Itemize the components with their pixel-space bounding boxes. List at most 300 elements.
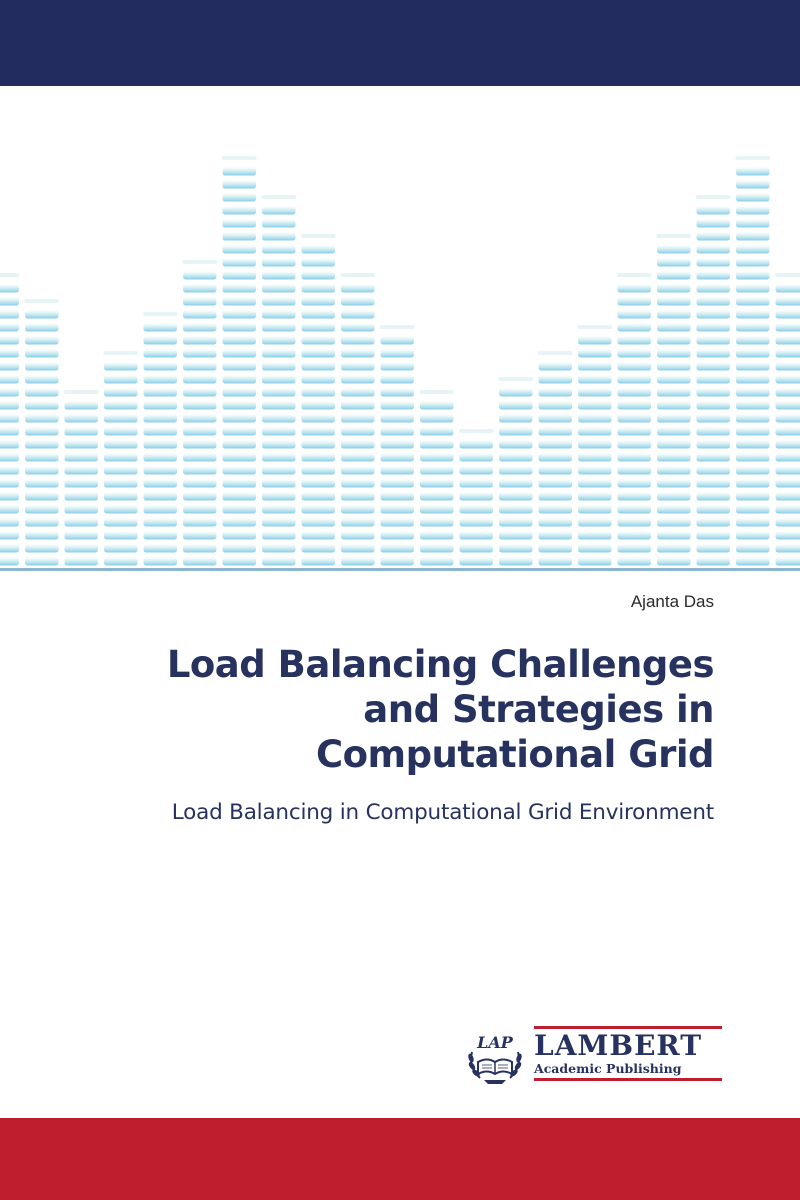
equalizer-segment bbox=[222, 349, 257, 358]
equalizer-segment bbox=[775, 297, 800, 306]
equalizer-segment bbox=[0, 375, 20, 384]
equalizer-segment bbox=[222, 440, 257, 449]
equalizer-segment bbox=[538, 479, 573, 488]
equalizer-segment bbox=[222, 219, 257, 228]
equalizer-segment bbox=[25, 310, 60, 319]
equalizer-segment bbox=[104, 388, 139, 397]
equalizer-cap bbox=[64, 390, 99, 394]
equalizer-segment bbox=[578, 336, 613, 345]
equalizer-segment bbox=[301, 453, 336, 462]
equalizer-bar bbox=[538, 351, 573, 566]
equalizer-segment bbox=[0, 544, 20, 553]
equalizer-segment bbox=[0, 557, 20, 566]
equalizer-segment bbox=[183, 505, 218, 514]
equalizer-segment bbox=[301, 271, 336, 280]
equalizer-cap bbox=[25, 299, 60, 303]
equalizer-segment bbox=[262, 375, 297, 384]
equalizer-segment bbox=[143, 375, 178, 384]
equalizer-segment bbox=[222, 375, 257, 384]
equalizer-bar bbox=[459, 429, 494, 566]
equalizer-cap bbox=[736, 156, 771, 160]
publisher-rule-bottom bbox=[534, 1078, 722, 1081]
equalizer-segment bbox=[617, 440, 652, 449]
equalizer-segment bbox=[696, 427, 731, 436]
equalizer-segment bbox=[222, 414, 257, 423]
equalizer-segment bbox=[578, 544, 613, 553]
equalizer-segment bbox=[696, 271, 731, 280]
equalizer-segment bbox=[775, 557, 800, 566]
equalizer-segment bbox=[380, 414, 415, 423]
equalizer-segment bbox=[301, 440, 336, 449]
equalizer-segment bbox=[143, 414, 178, 423]
equalizer-baseline bbox=[0, 568, 800, 571]
equalizer-segment bbox=[64, 557, 99, 566]
equalizer-segment bbox=[736, 167, 771, 176]
equalizer-cap bbox=[183, 260, 218, 264]
equalizer-segment bbox=[64, 427, 99, 436]
equalizer-segment bbox=[64, 414, 99, 423]
equalizer-segment bbox=[222, 388, 257, 397]
equalizer-segment bbox=[420, 518, 455, 527]
equalizer-segment bbox=[617, 349, 652, 358]
equalizer-segment bbox=[538, 544, 573, 553]
equalizer-segment bbox=[420, 427, 455, 436]
equalizer-segment bbox=[380, 557, 415, 566]
equalizer-bar bbox=[222, 156, 257, 566]
equalizer-segment bbox=[696, 479, 731, 488]
equalizer-segment bbox=[183, 284, 218, 293]
equalizer-bar bbox=[64, 390, 99, 566]
equalizer-segment bbox=[736, 505, 771, 514]
equalizer-segment bbox=[538, 388, 573, 397]
equalizer-segment bbox=[341, 388, 376, 397]
equalizer-segment bbox=[617, 518, 652, 527]
equalizer-segment bbox=[775, 518, 800, 527]
equalizer-segment bbox=[222, 336, 257, 345]
equalizer-segment bbox=[775, 479, 800, 488]
equalizer-segment bbox=[538, 531, 573, 540]
equalizer-segment bbox=[0, 492, 20, 501]
equalizer-cap bbox=[578, 325, 613, 329]
equalizer-segment bbox=[183, 310, 218, 319]
equalizer-segment bbox=[262, 505, 297, 514]
equalizer-segment bbox=[696, 362, 731, 371]
equalizer-segment bbox=[262, 323, 297, 332]
equalizer-segment bbox=[499, 414, 534, 423]
equalizer-bar bbox=[696, 195, 731, 566]
equalizer-bar bbox=[578, 325, 613, 566]
equalizer-segment bbox=[736, 206, 771, 215]
equalizer-segment bbox=[25, 557, 60, 566]
equalizer-segment bbox=[183, 336, 218, 345]
equalizer-segment bbox=[183, 544, 218, 553]
equalizer-segment bbox=[104, 531, 139, 540]
equalizer-segment bbox=[262, 518, 297, 527]
equalizer-segment bbox=[657, 505, 692, 514]
equalizer-segment bbox=[696, 336, 731, 345]
equalizer-segment bbox=[736, 245, 771, 254]
equalizer-segment bbox=[775, 349, 800, 358]
equalizer-segment bbox=[696, 284, 731, 293]
equalizer-bar bbox=[775, 273, 800, 566]
equalizer-segment bbox=[143, 427, 178, 436]
equalizer-segment bbox=[736, 310, 771, 319]
equalizer-segment bbox=[301, 310, 336, 319]
lap-emblem-text: LAP bbox=[477, 1033, 513, 1052]
equalizer-segment bbox=[696, 401, 731, 410]
equalizer-cap bbox=[617, 273, 652, 277]
equalizer-segment bbox=[341, 427, 376, 436]
equalizer-segment bbox=[380, 375, 415, 384]
author-name: Ajanta Das bbox=[630, 592, 714, 611]
equalizer-segment bbox=[222, 557, 257, 566]
equalizer-segment bbox=[499, 453, 534, 462]
equalizer-segment bbox=[696, 388, 731, 397]
equalizer-segment bbox=[262, 479, 297, 488]
equalizer-segment bbox=[657, 362, 692, 371]
equalizer-segment bbox=[222, 531, 257, 540]
equalizer-segment bbox=[183, 375, 218, 384]
equalizer-segment bbox=[696, 557, 731, 566]
equalizer-segment bbox=[775, 362, 800, 371]
equalizer-bar bbox=[736, 156, 771, 566]
equalizer-segment bbox=[617, 557, 652, 566]
equalizer-segment bbox=[380, 518, 415, 527]
equalizer-bar bbox=[341, 273, 376, 566]
equalizer-segment bbox=[617, 323, 652, 332]
bottom-color-band bbox=[0, 1118, 800, 1200]
equalizer-segment bbox=[183, 362, 218, 371]
equalizer-segment bbox=[25, 518, 60, 527]
equalizer-segment bbox=[657, 284, 692, 293]
equalizer-segment bbox=[736, 362, 771, 371]
equalizer-segment bbox=[578, 362, 613, 371]
equalizer-segment bbox=[657, 440, 692, 449]
equalizer-segment bbox=[143, 453, 178, 462]
equalizer-segment bbox=[301, 323, 336, 332]
equalizer-segment bbox=[222, 206, 257, 215]
equalizer-segment bbox=[183, 323, 218, 332]
equalizer-segment bbox=[143, 544, 178, 553]
equalizer-segment bbox=[459, 492, 494, 501]
equalizer-segment bbox=[617, 414, 652, 423]
equalizer-segment bbox=[262, 206, 297, 215]
equalizer-segment bbox=[617, 492, 652, 501]
equalizer-segment bbox=[262, 388, 297, 397]
equalizer-segment bbox=[657, 323, 692, 332]
equalizer-segment bbox=[775, 466, 800, 475]
equalizer-segment bbox=[341, 414, 376, 423]
equalizer-segment bbox=[64, 531, 99, 540]
equalizer-segment bbox=[301, 401, 336, 410]
equalizer-segment bbox=[420, 557, 455, 566]
equalizer-segment bbox=[222, 544, 257, 553]
equalizer-segment bbox=[775, 440, 800, 449]
equalizer-segment bbox=[538, 557, 573, 566]
equalizer-segment bbox=[617, 336, 652, 345]
equalizer-segment bbox=[143, 466, 178, 475]
equalizer-segment bbox=[578, 349, 613, 358]
equalizer-bar bbox=[104, 351, 139, 566]
equalizer-segment bbox=[301, 505, 336, 514]
equalizer-segment bbox=[775, 388, 800, 397]
equalizer-segment bbox=[262, 427, 297, 436]
equalizer-segment bbox=[696, 414, 731, 423]
equalizer-bar bbox=[420, 390, 455, 566]
equalizer-segment bbox=[222, 401, 257, 410]
equalizer-segment bbox=[341, 401, 376, 410]
equalizer-segment bbox=[25, 479, 60, 488]
equalizer-segment bbox=[775, 505, 800, 514]
equalizer-segment bbox=[736, 349, 771, 358]
equalizer-segment bbox=[143, 401, 178, 410]
equalizer-segment bbox=[143, 492, 178, 501]
equalizer-segment bbox=[736, 271, 771, 280]
equalizer-segment bbox=[578, 518, 613, 527]
equalizer-bar bbox=[499, 377, 534, 566]
equalizer-segment bbox=[301, 284, 336, 293]
equalizer-segment bbox=[420, 414, 455, 423]
book-title-line-2: and Strategies in bbox=[363, 688, 714, 731]
equalizer-segment bbox=[736, 518, 771, 527]
equalizer-segment bbox=[341, 557, 376, 566]
book-title-line-1: Load Balancing Challenges bbox=[166, 643, 714, 686]
equalizer-segment bbox=[736, 375, 771, 384]
equalizer-segment bbox=[538, 427, 573, 436]
equalizer-segment bbox=[262, 297, 297, 306]
equalizer-segment bbox=[499, 388, 534, 397]
equalizer-segment bbox=[380, 388, 415, 397]
equalizer-segment bbox=[736, 544, 771, 553]
equalizer-segment bbox=[0, 505, 20, 514]
equalizer-segment bbox=[696, 505, 731, 514]
equalizer-segment bbox=[736, 453, 771, 462]
equalizer-segment bbox=[459, 440, 494, 449]
equalizer-segment bbox=[380, 440, 415, 449]
equalizer-cap bbox=[538, 351, 573, 355]
equalizer-segment bbox=[380, 453, 415, 462]
equalizer-segment bbox=[380, 531, 415, 540]
equalizer-segment bbox=[262, 414, 297, 423]
equalizer-segment bbox=[341, 453, 376, 462]
equalizer-segment bbox=[420, 440, 455, 449]
equalizer-segment bbox=[380, 544, 415, 553]
equalizer-segment bbox=[262, 557, 297, 566]
equalizer-segment bbox=[420, 479, 455, 488]
equalizer-cap bbox=[459, 429, 494, 433]
equalizer-bar bbox=[657, 234, 692, 566]
equalizer-segment bbox=[64, 479, 99, 488]
equalizer-segment bbox=[538, 492, 573, 501]
equalizer-segment bbox=[341, 518, 376, 527]
equalizer-segment bbox=[301, 518, 336, 527]
equalizer-segment bbox=[420, 453, 455, 462]
equalizer-segment bbox=[617, 362, 652, 371]
equalizer-segment bbox=[222, 479, 257, 488]
equalizer-segment bbox=[143, 336, 178, 345]
equalizer-segment bbox=[25, 349, 60, 358]
equalizer-segment bbox=[499, 427, 534, 436]
equalizer-segment bbox=[538, 440, 573, 449]
equalizer-bar bbox=[380, 325, 415, 566]
equalizer-segment bbox=[341, 362, 376, 371]
equalizer-segment bbox=[222, 466, 257, 475]
equalizer-segment bbox=[775, 414, 800, 423]
equalizer-segment bbox=[657, 466, 692, 475]
equalizer-segment bbox=[341, 375, 376, 384]
equalizer-segment bbox=[578, 375, 613, 384]
equalizer-segment bbox=[736, 401, 771, 410]
equalizer-segment bbox=[696, 531, 731, 540]
equalizer-segment bbox=[420, 531, 455, 540]
equalizer-segment bbox=[262, 453, 297, 462]
equalizer-segment bbox=[736, 479, 771, 488]
equalizer-segment bbox=[104, 375, 139, 384]
publisher-logo bbox=[462, 1022, 724, 1088]
equalizer-segment bbox=[459, 557, 494, 566]
equalizer-segment bbox=[222, 453, 257, 462]
equalizer-segment bbox=[64, 492, 99, 501]
equalizer-segment bbox=[657, 492, 692, 501]
equalizer-cap bbox=[696, 195, 731, 199]
equalizer-graphic bbox=[0, 86, 800, 572]
equalizer-segment bbox=[143, 518, 178, 527]
equalizer-segment bbox=[775, 310, 800, 319]
equalizer-segment bbox=[222, 297, 257, 306]
equalizer-segment bbox=[499, 479, 534, 488]
equalizer-segment bbox=[578, 427, 613, 436]
equalizer-segment bbox=[301, 388, 336, 397]
equalizer-segment bbox=[0, 466, 20, 475]
equalizer-segment bbox=[262, 219, 297, 228]
equalizer-segment bbox=[25, 375, 60, 384]
equalizer-segment bbox=[380, 505, 415, 514]
equalizer-segment bbox=[183, 401, 218, 410]
equalizer-segment bbox=[380, 466, 415, 475]
equalizer-segment bbox=[538, 375, 573, 384]
equalizer-segment bbox=[341, 336, 376, 345]
equalizer-segment bbox=[25, 440, 60, 449]
equalizer-segment bbox=[222, 492, 257, 501]
equalizer-segment bbox=[25, 544, 60, 553]
equalizer-segment bbox=[64, 466, 99, 475]
equalizer-segment bbox=[420, 401, 455, 410]
equalizer-segment bbox=[657, 479, 692, 488]
equalizer-segment bbox=[262, 401, 297, 410]
equalizer-segment bbox=[657, 336, 692, 345]
equalizer-segment bbox=[301, 466, 336, 475]
equalizer-segment bbox=[696, 323, 731, 332]
equalizer-segment bbox=[538, 466, 573, 475]
equalizer-segment bbox=[696, 219, 731, 228]
equalizer-segment bbox=[657, 388, 692, 397]
equalizer-segment bbox=[25, 362, 60, 371]
equalizer-segment bbox=[222, 362, 257, 371]
equalizer-segment bbox=[183, 349, 218, 358]
top-color-band bbox=[0, 0, 800, 86]
equalizer-segment bbox=[736, 388, 771, 397]
equalizer-segment bbox=[104, 427, 139, 436]
equalizer-segment bbox=[25, 323, 60, 332]
equalizer-cap bbox=[775, 273, 800, 277]
equalizer-segment bbox=[696, 453, 731, 462]
equalizer-bar bbox=[301, 234, 336, 566]
equalizer-segment bbox=[538, 414, 573, 423]
equalizer-segment bbox=[104, 453, 139, 462]
equalizer-segment bbox=[0, 336, 20, 345]
equalizer-segment bbox=[25, 505, 60, 514]
equalizer-bars-svg bbox=[0, 86, 800, 572]
equalizer-segment bbox=[499, 440, 534, 449]
equalizer-segment bbox=[25, 401, 60, 410]
equalizer-segment bbox=[657, 349, 692, 358]
equalizer-segment bbox=[222, 245, 257, 254]
equalizer-segment bbox=[341, 466, 376, 475]
equalizer-segment bbox=[262, 310, 297, 319]
equalizer-segment bbox=[578, 492, 613, 501]
equalizer-segment bbox=[420, 466, 455, 475]
equalizer-segment bbox=[380, 427, 415, 436]
equalizer-segment bbox=[143, 479, 178, 488]
equalizer-segment bbox=[143, 362, 178, 371]
equalizer-segment bbox=[736, 297, 771, 306]
equalizer-segment bbox=[736, 531, 771, 540]
equalizer-segment bbox=[222, 310, 257, 319]
equalizer-segment bbox=[222, 167, 257, 176]
equalizer-segment bbox=[736, 427, 771, 436]
equalizer-segment bbox=[578, 388, 613, 397]
equalizer-segment bbox=[301, 414, 336, 423]
equalizer-segment bbox=[262, 531, 297, 540]
equalizer-segment bbox=[736, 180, 771, 189]
equalizer-segment bbox=[499, 518, 534, 527]
equalizer-segment bbox=[657, 310, 692, 319]
equalizer-segment bbox=[578, 440, 613, 449]
equalizer-segment bbox=[301, 336, 336, 345]
equalizer-segment bbox=[696, 544, 731, 553]
equalizer-segment bbox=[0, 284, 20, 293]
equalizer-segment bbox=[183, 440, 218, 449]
equalizer-segment bbox=[499, 401, 534, 410]
equalizer-segment bbox=[578, 414, 613, 423]
publisher-name: LAMBERT bbox=[534, 1029, 703, 1062]
equalizer-segment bbox=[222, 427, 257, 436]
equalizer-segment bbox=[301, 297, 336, 306]
equalizer-segment bbox=[657, 271, 692, 280]
equalizer-cap bbox=[499, 377, 534, 381]
equalizer-segment bbox=[380, 336, 415, 345]
equalizer-segment bbox=[736, 258, 771, 267]
equalizer-segment bbox=[617, 284, 652, 293]
equalizer-segment bbox=[696, 297, 731, 306]
equalizer-segment bbox=[657, 414, 692, 423]
equalizer-segment bbox=[657, 557, 692, 566]
equalizer-segment bbox=[736, 336, 771, 345]
equalizer-segment bbox=[301, 531, 336, 540]
equalizer-segment bbox=[222, 518, 257, 527]
equalizer-segment bbox=[341, 505, 376, 514]
equalizer-bar bbox=[183, 260, 218, 566]
equalizer-segment bbox=[183, 518, 218, 527]
equalizer-segment bbox=[183, 388, 218, 397]
equalizer-segment bbox=[696, 349, 731, 358]
equalizer-segment bbox=[0, 401, 20, 410]
equalizer-segment bbox=[262, 466, 297, 475]
equalizer-segment bbox=[736, 492, 771, 501]
equalizer-segment bbox=[420, 505, 455, 514]
equalizer-segment bbox=[380, 349, 415, 358]
equalizer-segment bbox=[341, 323, 376, 332]
